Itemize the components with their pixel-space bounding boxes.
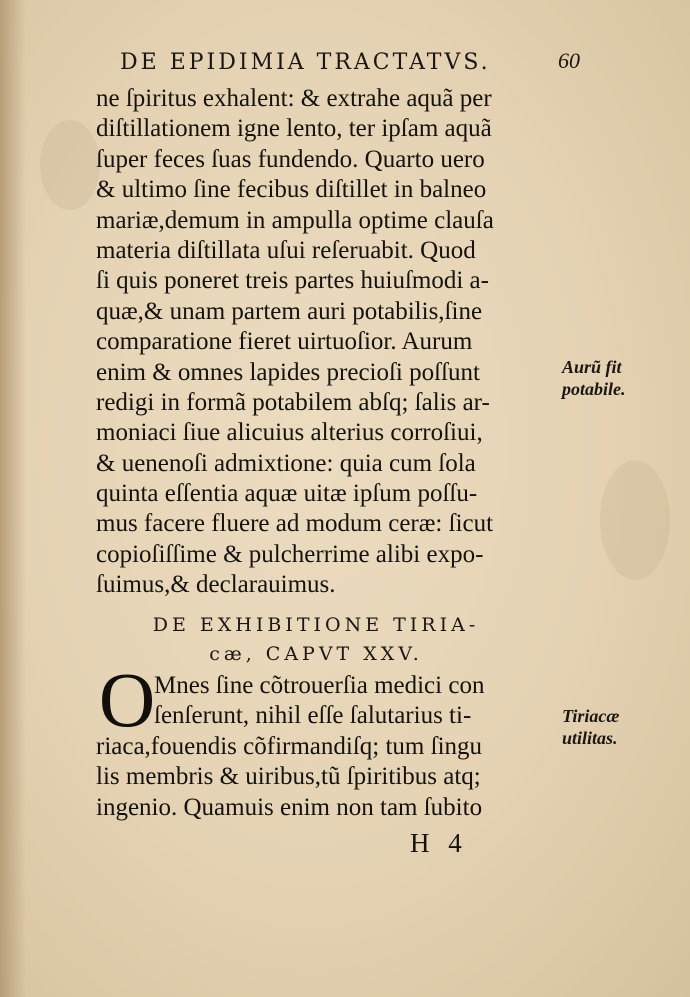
text-line: enim & omnes lapides precioſi poſſunt bbox=[96, 358, 480, 386]
margin-note-line: utilitas. bbox=[562, 728, 618, 748]
text-line: lis membris & uiribus,tũ ſpiritibus atq; bbox=[96, 763, 481, 791]
text-line: mus facere fluere ad modum ceræ: ſicut bbox=[96, 510, 494, 538]
text-line: redigi in formã potabilem abſq; ſalis ar- bbox=[96, 388, 490, 416]
margin-note-line: Aurũ fit bbox=[562, 357, 622, 377]
signature-mark: H 4 bbox=[410, 828, 468, 858]
running-head: DE EPIDIMIA TRACTATVS. bbox=[120, 50, 491, 75]
text-line: materia diſtillata uſui reſeruabit. Quod bbox=[96, 236, 476, 264]
text-line: ne ſpiritus exhalent: & extrahe aquã per bbox=[96, 85, 492, 112]
text-line: riaca,fouendis cõfirmandiſq; tum ſingu bbox=[96, 733, 483, 760]
chapter-heading-line-1: DE EXHIBITIONE TIRIA- bbox=[152, 614, 480, 636]
margin-note-line: potabile. bbox=[562, 379, 626, 399]
chapter-text-first bbox=[154, 671, 554, 732]
text-line: diſtillationem igne lento, ter ipſam aquã bbox=[96, 115, 492, 143]
main-text-block bbox=[96, 84, 558, 601]
text-line: ſuimus,& declarauimus. bbox=[96, 571, 336, 599]
chapter-heading-line-2: cæ, CAPVT XXV. bbox=[209, 643, 423, 665]
text-line: copioſiſſime & pulcherrime alibi expo- bbox=[96, 540, 484, 568]
margin-note-aurum bbox=[562, 356, 626, 400]
paper-stain bbox=[600, 460, 670, 580]
margin-note-tiriaca bbox=[562, 705, 619, 749]
text-line: mariæ,demum in ampulla optime clauſa bbox=[96, 206, 494, 234]
text-line: comparatione fieret uirtuoſior. Aurum bbox=[96, 328, 473, 356]
page-number: 60 bbox=[558, 48, 580, 73]
text-line: quinta eſſentia aquæ uitæ ipſum poſſu- bbox=[96, 480, 478, 508]
text-line: ſi quis poneret treis partes huiuſmodi a- bbox=[96, 267, 489, 295]
text-line: & ultimo ſine fecibus diſtillet in balneo bbox=[96, 176, 487, 204]
text-line: moniaci ſiue alicuius alterius corroſiui, bbox=[96, 419, 483, 447]
paper-stain bbox=[40, 120, 100, 210]
margin-note-line: Tiriacæ bbox=[562, 706, 620, 726]
page-gutter-shadow bbox=[0, 0, 26, 997]
drop-cap: O bbox=[98, 656, 156, 743]
text-line: Mnes ſine cõtrouerſia medici con bbox=[154, 672, 485, 699]
text-line: ingenio. Quamuis enim non tam ſubito bbox=[96, 793, 483, 821]
text-line: & uenenoſi admixtione: quia cum ſola bbox=[96, 449, 476, 477]
text-line: quæ,& unam partem auri potabilis,ſine bbox=[96, 297, 483, 325]
chapter-text-continued bbox=[96, 732, 556, 823]
text-line: ſuper feces ſuas fundendo. Quarto uero bbox=[96, 145, 485, 173]
text-line: ſenſerunt, nihil eſſe ſalutarius ti- bbox=[154, 702, 472, 730]
